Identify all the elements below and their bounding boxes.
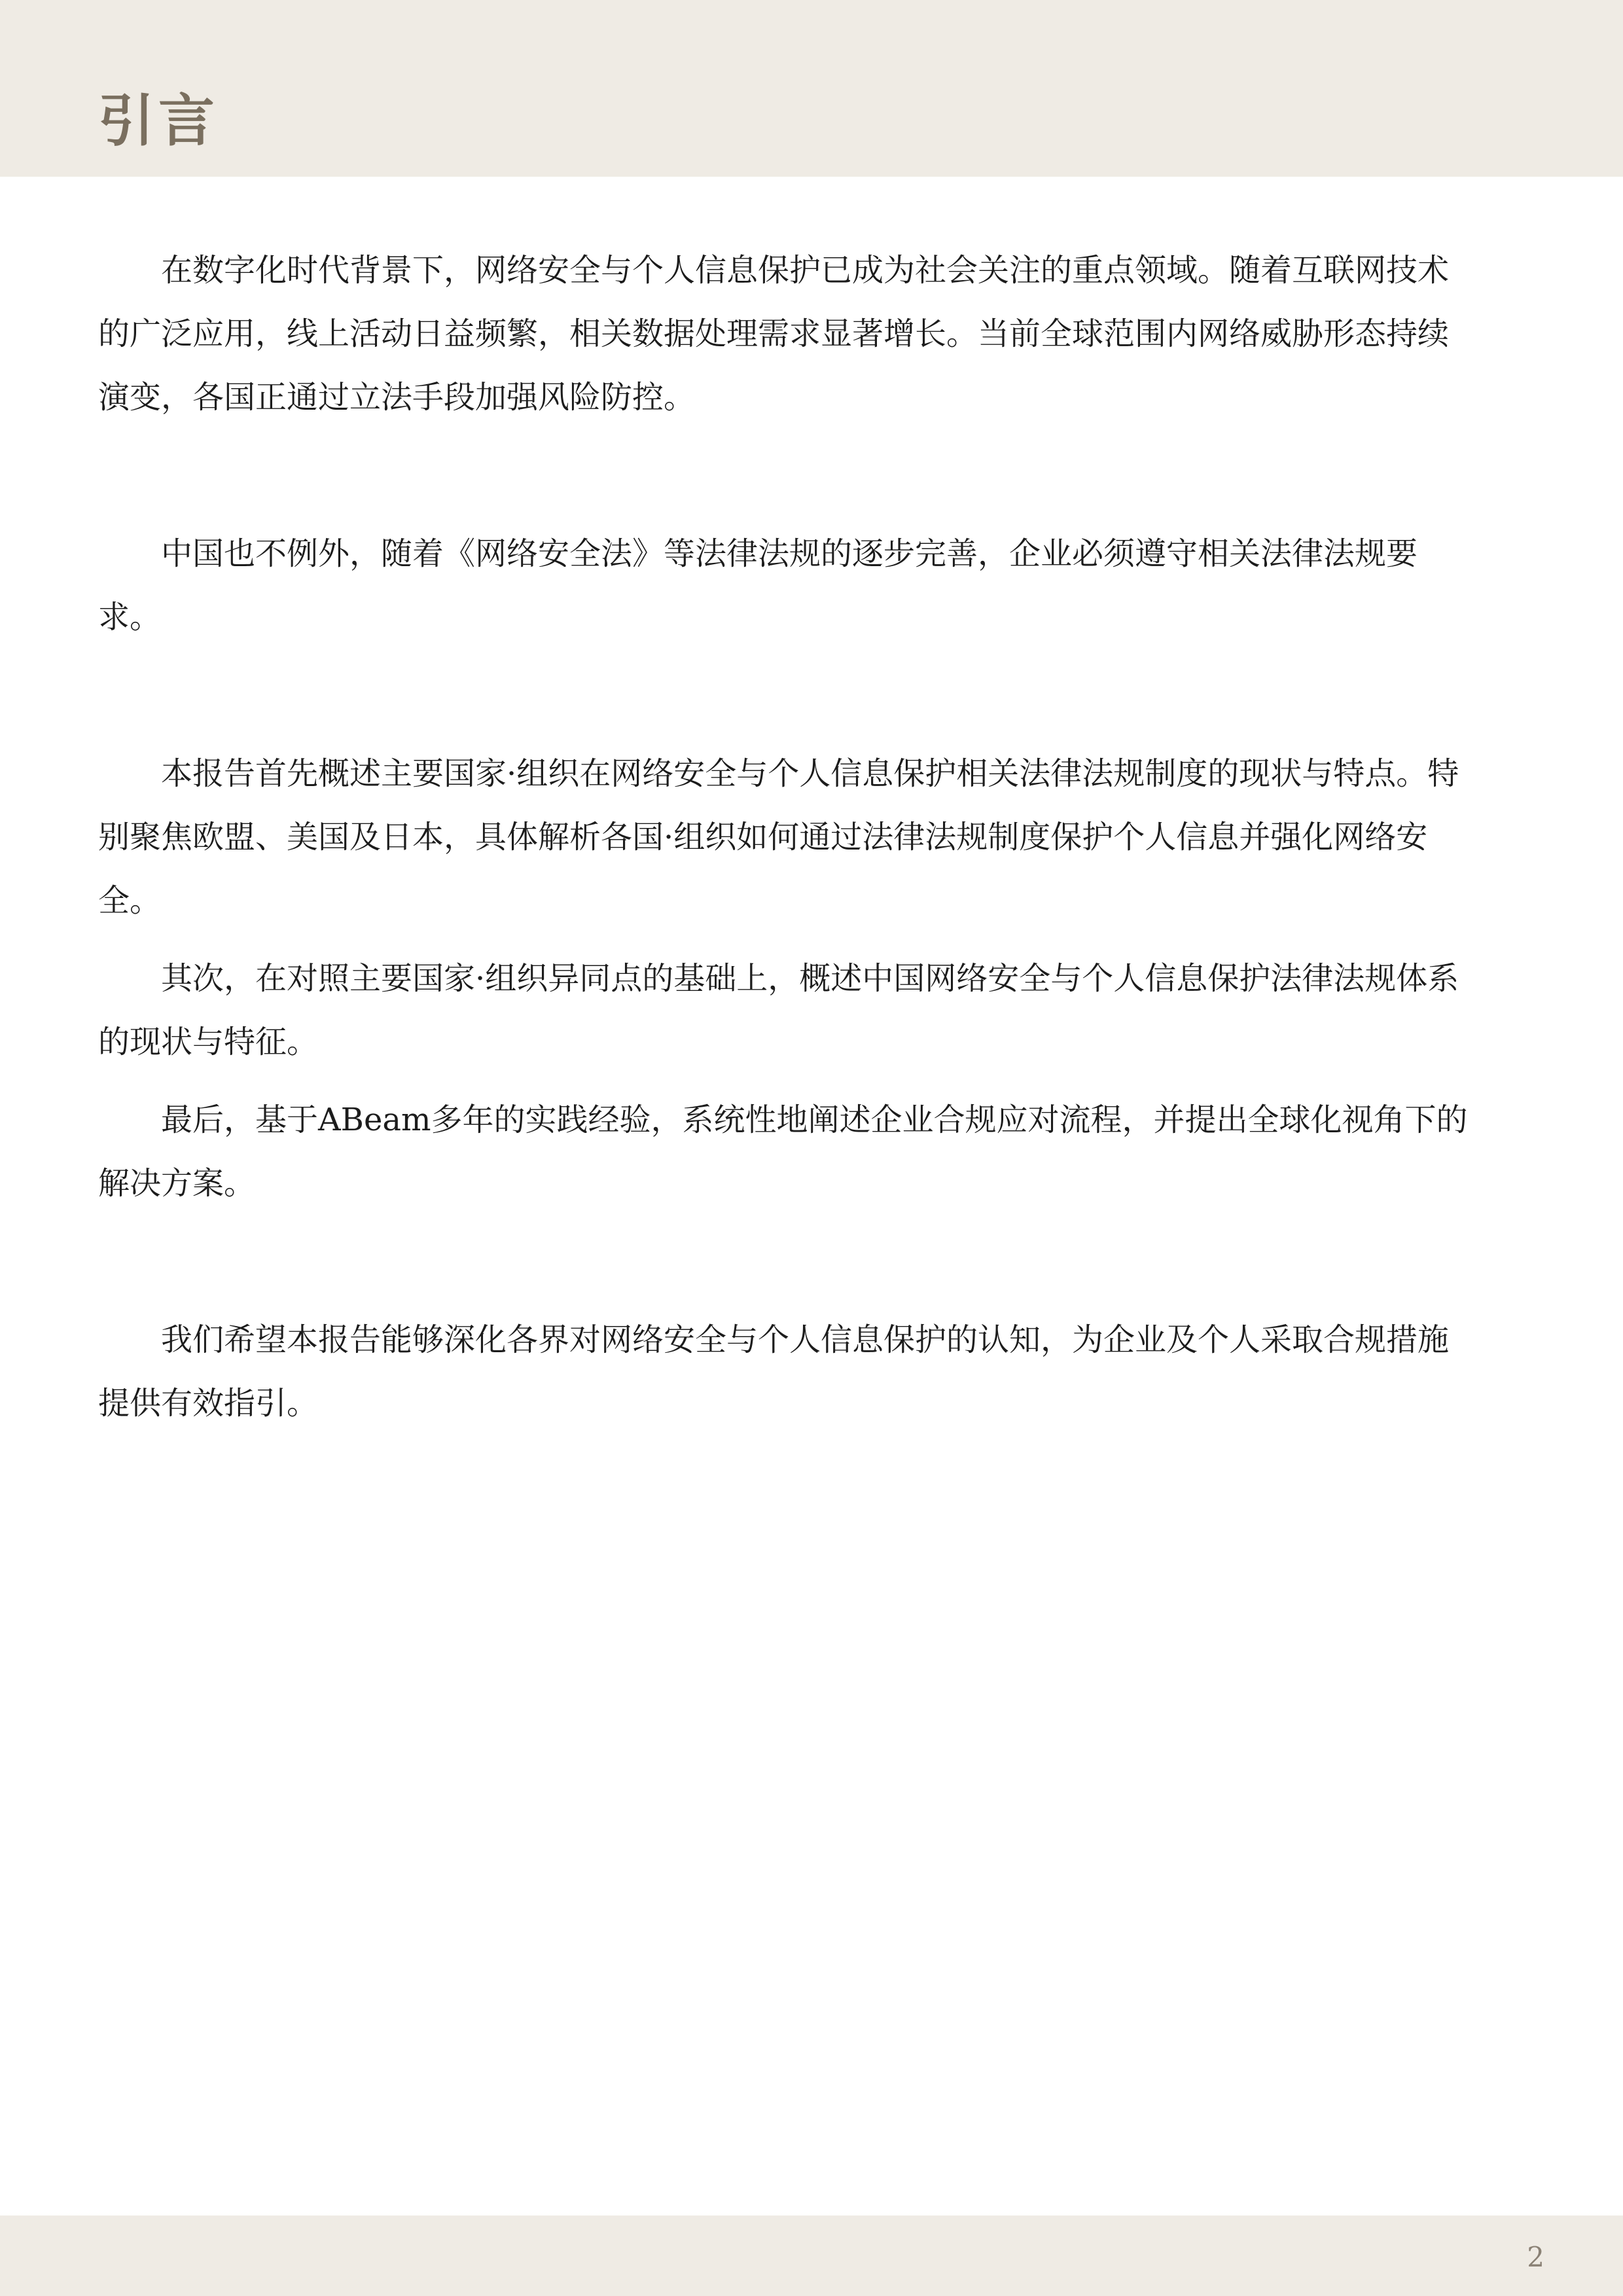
footer-band [0, 2215, 1623, 2296]
page-title: 引言 [98, 88, 219, 154]
header-band [0, 0, 1623, 177]
paragraph-solution: 最后，基于ABeam多年的实践经验，系统性地阐述企业合规应对流程，并提出全球化视角下的解决方案。 [98, 1102, 1468, 1202]
paragraph-intro: 在数字化时代背景下，网络安全与个人信息保护已成为社会关注的重点领域。随着互联网技术的广泛应用，线上活动日益频繁，相关数据处理需求显著增长。当前全球范围内网络威胁形态持续演变，各国正通过立法手段加强风险防控。 [98, 252, 1450, 416]
paragraph-china: 中国也不例外，随着《网络安全法》等法律法规的逐步完善，企业必须遵守相关法律法规要求。 [98, 535, 1418, 636]
page-number: 2 [1527, 2241, 1544, 2273]
body-content [98, 239, 1472, 1435]
paragraph-closing: 我们希望本报告能够深化各界对网络安全与个人信息保护的认知，为企业及个人采取合规措施提供有效指引。 [98, 1321, 1450, 1422]
paragraph-overview: 本报告首先概述主要国家·组织在网络安全与个人信息保护相关法律法规制度的现状与特点。特别聚焦欧盟、美国及日本，具体解析各国·组织如何通过法律法规制度保护个人信息并强化网络安全。 [98, 755, 1459, 919]
paragraph-comparison: 其次，在对照主要国家·组织异同点的基础上，概述中国网络安全与个人信息保护法律法规体系的现状与特征。 [98, 960, 1459, 1060]
